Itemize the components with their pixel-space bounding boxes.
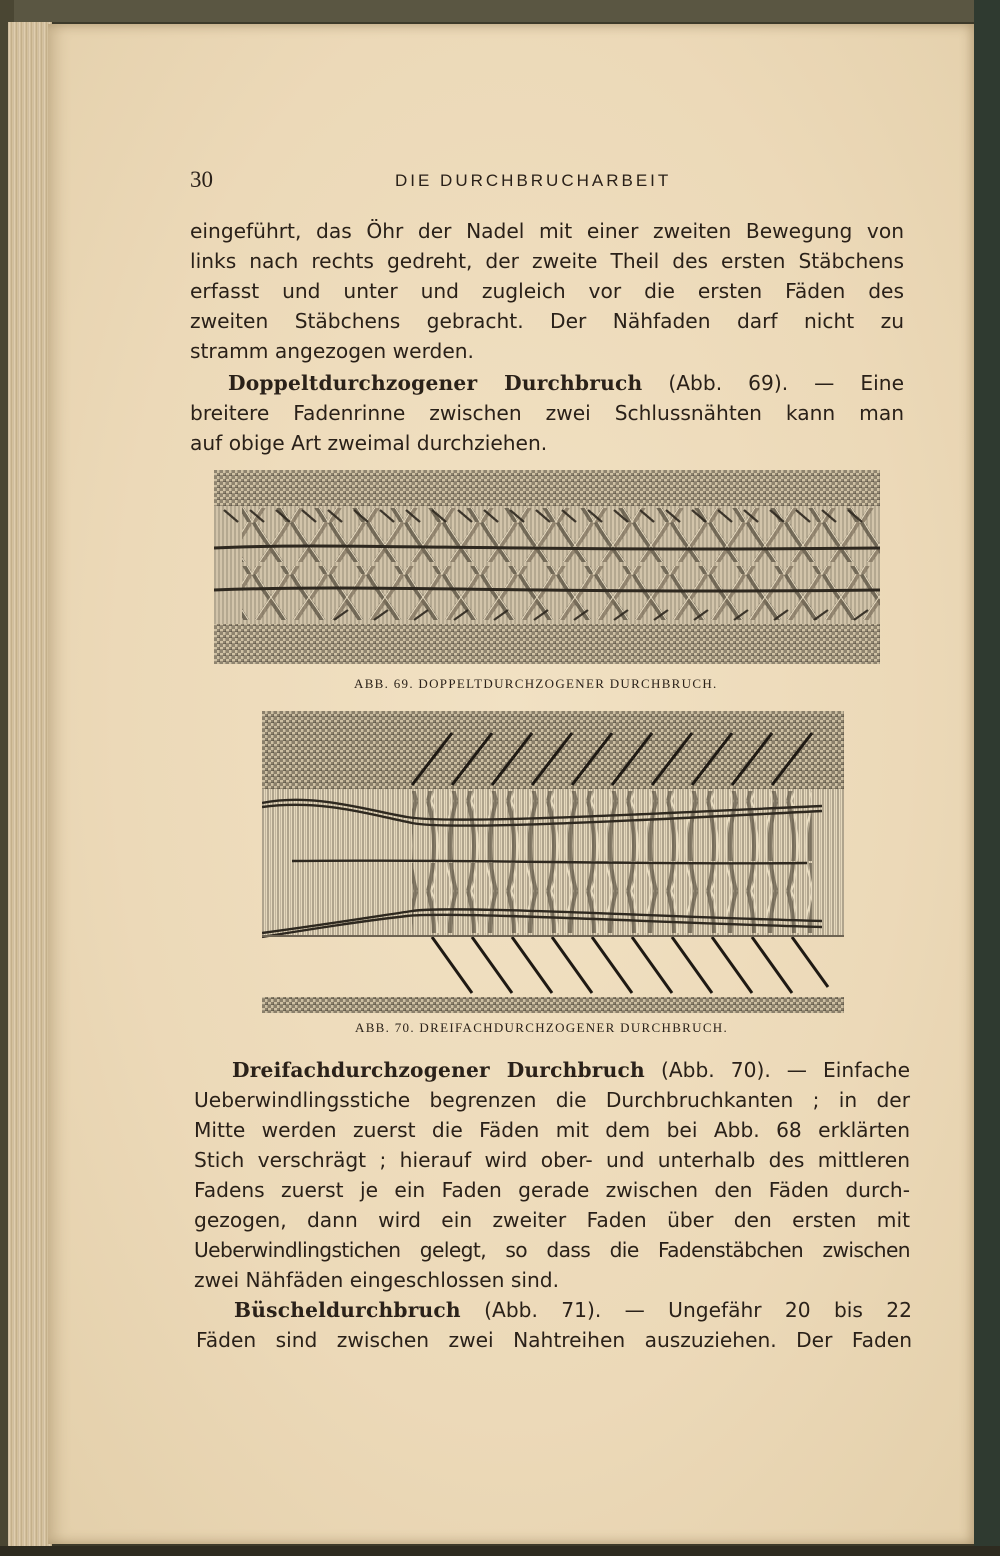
text-line: stramm angezogen werden. xyxy=(190,339,474,363)
text-line: Ueberwindlingstichen gelegt, so dass die Fadenstäbchen zwischen xyxy=(194,1238,910,1262)
text-line: Ueberwindlingsstiche begrenzen die Durchbruchkanten ; in der xyxy=(194,1088,910,1112)
text-line: zweiten Stäbchens gebracht. Der Nähfaden darf nicht zu xyxy=(190,309,904,333)
text-line: breitere Fadenrinne zwischen zwei Schlussnähten kann man xyxy=(190,401,904,425)
text-run: (Abb. 69). — Eine xyxy=(668,371,904,395)
figure-69-caption: ABB. 69. DOPPELTDURCHZOGENER DURCHBRUCH. xyxy=(354,676,718,691)
text-line: links nach rechts gedreht, der zweite Theil des ersten Stäbchens xyxy=(190,249,904,273)
text-line: Mitte werden zuerst die Fäden mit dem bei Abb. 68 erklärten xyxy=(194,1118,910,1142)
text-line: Fäden sind zwischen zwei Nahtreihen auszuziehen. Der Faden xyxy=(196,1328,912,1352)
book-cover-right xyxy=(974,0,1000,1556)
text-line: auf obige Art zweimal durchziehen. xyxy=(190,431,548,455)
running-head: DIE DURCHBRUCHARBEIT xyxy=(395,171,672,190)
paragraph-continued xyxy=(190,216,904,366)
page-edges xyxy=(8,22,52,1550)
text-line: gezogen, dann wird ein zweiter Faden über den ersten mit xyxy=(194,1208,910,1232)
page-header xyxy=(190,167,906,197)
text-line xyxy=(190,368,904,398)
text-line: Fadens zuerst je ein Faden gerade zwischen den Fäden durch- xyxy=(194,1178,910,1202)
section-heading: Doppeltdurchzogener Durchbruch xyxy=(228,371,643,395)
paragraph-doppelt xyxy=(190,368,904,458)
text-run: (Abb. 70). — Einfache xyxy=(660,1058,911,1082)
section-heading: Dreifachdurchzogener Durchbruch xyxy=(232,1058,645,1082)
text-line xyxy=(196,1295,912,1325)
text-line: eingeführt, das Öhr der Nadel mit einer zweiten Bewegung von xyxy=(190,219,904,243)
section-heading: Büscheldurchbruch xyxy=(234,1298,461,1322)
text-line: zwei Nähfäden eingeschlossen sind. xyxy=(194,1268,559,1292)
figure-69-illustration xyxy=(214,470,880,664)
text-line: erfasst und unter und zugleich vor die ersten Fäden des xyxy=(190,279,904,303)
text-line xyxy=(194,1055,910,1085)
figure-70-caption: ABB. 70. DREIFACHDURCHZOGENER DURCHBRUCH. xyxy=(355,1020,729,1035)
text-line: Stich verschrägt ; hierauf wird ober- und unterhalb des mittleren xyxy=(194,1148,910,1172)
book-top-edge xyxy=(0,0,1000,22)
figure-70-illustration xyxy=(262,711,844,1013)
book-bottom-edge xyxy=(0,1546,1000,1556)
text-run: (Abb. 71). — Ungefähr 20 bis 22 xyxy=(484,1298,912,1322)
paragraph-bueschel xyxy=(196,1295,912,1355)
paragraph-dreifach xyxy=(194,1055,910,1295)
page-number: 30 xyxy=(190,167,213,192)
